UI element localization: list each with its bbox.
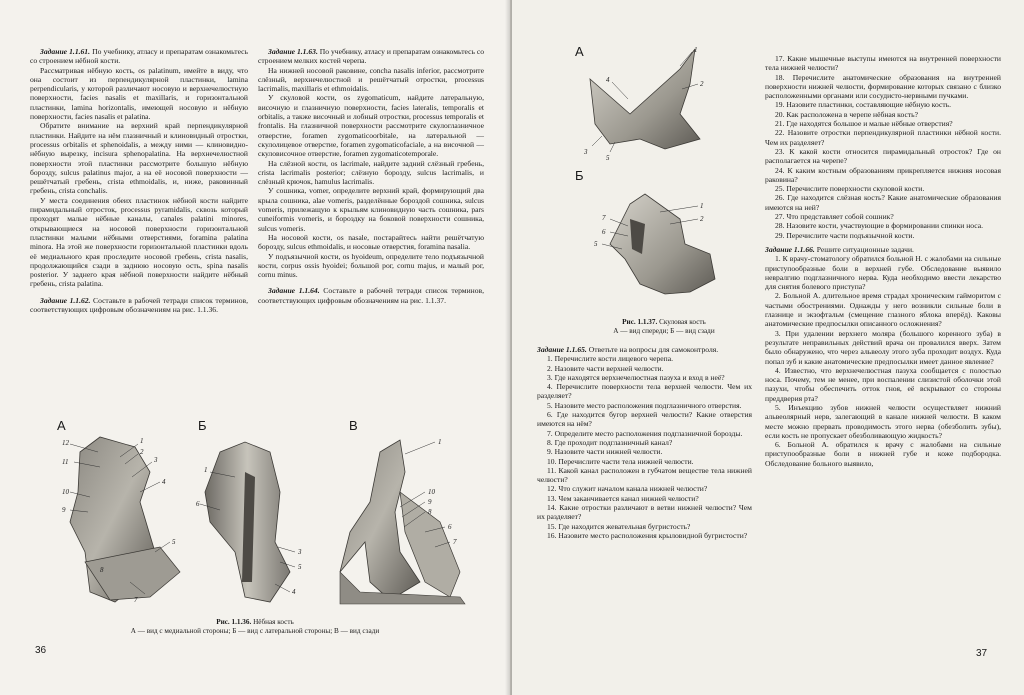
- self-check-questions-list-a: [537, 354, 752, 540]
- question-item: 9. Назовите части нижней челюсти.: [547, 447, 663, 457]
- figure-137-caption-text: А — вид спереди; Б — вид сзади: [613, 326, 715, 335]
- task-165-head: Задание 1.1.65.: [537, 345, 587, 354]
- svg-text:5: 5: [298, 563, 302, 571]
- figure-137-label-a: А: [575, 44, 584, 59]
- figure-136-caption-name: Нёбная кость: [253, 618, 294, 626]
- task-162-text: Составьте в рабочей тетради список терминов, соответствующих цифровым обозначениям на рис. 1.1.36.: [30, 295, 248, 315]
- figure-136-label-a: А: [57, 418, 66, 433]
- col2-paragraph-4: У сошника, vomer, определите верхний край, формирующий два крыла сошника, alae vomeris, разделённые бороздой сошника, sulcus vomeris, прилежащую к крыльям клиновидную часть сошника, pars cuneiformis vomeris, и бороздку на боковой поверхности сошника, sulcus vomeris.: [258, 186, 484, 233]
- question-item: 27. Что представляет собой сошник?: [775, 212, 894, 222]
- case-item: 6. Больной А. обратился к врачу с жалобами на сильные приступообразные боли в нижней губе и коже подбородка. Обследование больного выявило,: [765, 440, 1001, 468]
- col1-paragraph-3: У места соединения обеих пластинок нёбной кости найдите пирамидальный отросток, processus pyramidalis, сквозь который проходят малые нёбные каналы, canales palatini minores, открывающиеся на носовой поверхности горизонтальной пластинки малыми нёбными отверстиями, foramina palatina minora. На этой же поверхности горизонтальной пластинки вдоль её медиального края проследите носовой гребень, crista nasalis, продолжающийся сзади в заднюю носовую ость, spina nasalis posterior. У заднего края нёбной поверхности найдите нёбный гребень, crista palatina.: [30, 195, 248, 289]
- svg-text:8: 8: [428, 508, 432, 516]
- svg-text:8: 8: [100, 566, 104, 574]
- svg-text:4: 4: [606, 76, 610, 84]
- question-item: 2. Назовите части верхней челюсти.: [547, 363, 664, 373]
- svg-text:4: 4: [292, 588, 296, 596]
- svg-text:3: 3: [154, 456, 158, 464]
- case-item: 5. Инъекцию зубов нижней челюсти осуществляет нижний альвеолярный нерв, залегающий в канале нижней челюсти. В каком месте можно прервать проводимость этого нерва (обезболить зубы), если кость не пропускает обезболивающую жидкость?: [765, 402, 1001, 440]
- svg-text:2: 2: [140, 448, 144, 456]
- task-166-head: Задание 1.1.66.: [765, 244, 815, 254]
- col2-paragraph-2: У скуловой кости, os zygomaticum, найдите латеральную, височную и глазничную поверхности, facies lateralis, temporalis et orbitalis, а также височный и лобный отростки, processus temporalis et frontalis. На глазничной поверхности рассмотрите скулоглазничное отверстие, foramen zygomaticoorbitale, на латеральной — скулолицевое отверстие, foramen zygomaticofaciale, а на височной — скуловисочное отверстие, foramen zygomaticotemporale.: [258, 93, 484, 159]
- question-item: 19. Назовите пластинки, составляющие нёбную кость.: [775, 100, 952, 110]
- question-item: 16. Назовите место расположения крыловидной бугристости?: [547, 530, 748, 540]
- svg-text:1: 1: [204, 466, 208, 474]
- col2-paragraph-6: У подъязычной кости, os hyoideum, определите тело подъязычной кости, corpus ossis hyoidei; большой рог, cornu majus, и малый рог, cornu minus.: [258, 251, 484, 280]
- svg-text:2: 2: [700, 215, 704, 223]
- svg-text:12: 12: [62, 439, 69, 447]
- question-item: 18. Перечислите анатомические образования на внутренней поверхности нижней челюсти, формирование которых связано с близко расположенными органами или сосудисто-нервными пучками.: [765, 72, 1001, 101]
- right-page-number: 37: [976, 648, 988, 659]
- right-page: [512, 0, 1024, 695]
- svg-text:10: 10: [428, 488, 435, 496]
- task-162-head: Задание 1.1.62.: [40, 295, 91, 305]
- figure-137-zygomatic-bone-illustration: [570, 44, 760, 314]
- right-column-1: [537, 342, 752, 540]
- svg-text:6: 6: [602, 228, 606, 236]
- question-item: 24. К каким костным образованиям прикрепляется нижняя носовая раковина?: [765, 165, 1001, 184]
- question-item: 15. Где находится жевательная бугристость?: [547, 521, 691, 531]
- left-page-number: 36: [35, 645, 47, 656]
- figure-137-caption-title: Рис. 1.1.37.: [622, 318, 658, 326]
- self-check-questions-list-b: [765, 54, 1001, 240]
- left-page: [0, 0, 510, 695]
- figure-136-caption-text: А — вид с медиальной стороны; Б — вид с латеральной стороны; В — вид сзади: [130, 626, 380, 635]
- svg-text:1: 1: [700, 202, 704, 210]
- question-item: 22. Назовите отростки перпендикулярной пластинки нёбной кости. Чем их разделяет?: [765, 128, 1001, 147]
- question-item: 28. Назовите кости, участвующие в формировании спинки носа.: [775, 221, 984, 231]
- svg-text:1: 1: [438, 438, 442, 446]
- svg-text:5: 5: [606, 154, 610, 162]
- col1-paragraph-2: Обратите внимание на верхний край перпендикулярной пластинки. Найдите на нём глазничный и клиновидный отростки, processus orbitalis et sphenoidalis, а между ними — клиновидно-нёбную вырезку, incisura sphenopalatina. На верхнечелюстной поверхности этой пластинки рассмотрите большую нёбную борозду, sulcus palatinus major, а на её носовой поверхности — решётчатый гребень, crista ethmoidalis, и, ниже, раковинный гребень, crista conchalis.: [30, 121, 248, 196]
- question-item: 14. Какие отростки различают в ветви нижней челюсти? Чем их разделяет?: [537, 503, 752, 522]
- svg-text:5: 5: [594, 240, 598, 248]
- svg-text:3: 3: [298, 548, 302, 556]
- svg-text:11: 11: [62, 458, 69, 466]
- svg-text:9: 9: [428, 498, 432, 506]
- svg-text:9: 9: [62, 506, 66, 514]
- col2-paragraph-5: На носовой кости, os nasale, постарайтесь найти решётчатую борозду, sulcus ethmoidalis, и носовые отверстия, foramina nasalia.: [258, 232, 484, 252]
- right-column-2: [765, 54, 1001, 468]
- figure-136-label-v: В: [349, 418, 358, 433]
- figure-136-caption: [90, 618, 420, 636]
- left-column-1: [30, 44, 248, 314]
- question-item: 20. Как расположена в черепе нёбная кость?: [775, 109, 918, 119]
- task-165-text: Ответьте на вопросы для самоконтроля.: [588, 345, 719, 354]
- question-item: 3. Где находятся верхнечелюстная пазуха и вход в неё?: [547, 372, 725, 382]
- question-item: 21. Где находятся большое и малые нёбные отверстия?: [775, 119, 953, 129]
- task-164-head: Задание 1.1.64.: [268, 286, 320, 296]
- question-item: 13. Чем заканчивается канал нижней челюсти?: [547, 493, 699, 503]
- col1-paragraph-1: Рассматривая нёбную кость, os palatinum, имейте в виду, что она состоит из перпендикулярной пластинки, lamina perpendicularis, у которой различают носовую и верхнечелюстную поверхности, facies nasalis et maxillaris, и горизонтальной пластинки, lamina horizontalis, имеющей носовую и нёбную поверхности, facies nasalis et palatina.: [30, 65, 248, 122]
- col2-paragraph-1: На нижней носовой раковине, concha nasalis inferior, рассмотрите слёзный, верхнечелюстной и решётчатый отростки, processus lacrimalis, maxillaris et ethmoidalis.: [258, 65, 484, 94]
- svg-text:7: 7: [453, 538, 457, 546]
- question-item: 5. Назовите место расположения подглазничного отверстия.: [547, 400, 742, 410]
- svg-text:5: 5: [172, 538, 176, 546]
- figure-137-caption: [574, 318, 754, 336]
- left-column-2: [258, 44, 484, 305]
- question-item: 7. Определите место расположения подглазничной борозды.: [547, 428, 743, 438]
- svg-text:3: 3: [584, 148, 588, 156]
- svg-text:7: 7: [602, 214, 606, 222]
- question-item: 12. Что служит началом канала нижней челюсти?: [547, 484, 708, 494]
- svg-text:6: 6: [196, 500, 200, 508]
- task-166-text: Решите ситуационные задачи.: [816, 244, 914, 254]
- question-item: 1. Перечислите кости лицевого черепа.: [547, 354, 673, 364]
- question-item: 17. Какие мышечные выступы имеются на внутренней поверхности тела нижней челюсти?: [765, 54, 1001, 73]
- svg-text:1: 1: [694, 46, 698, 54]
- svg-text:2: 2: [700, 80, 704, 88]
- case-item: 4. Известно, что верхнечелюстная пазуха сообщается с полостью носа. Почему, тем не менее, при воспалении слизистой оболочки этой пазухи, чтобы обеспечить отток гноя, её вскрывают со стороны преддверия рта?: [765, 365, 1001, 403]
- svg-text:1: 1: [140, 437, 144, 445]
- figure-136-palatine-bone-illustration: [40, 432, 480, 612]
- case-item: 3. При удалении верхнего моляра (большого коренного зуба) в результате неправильных действий врача он провалился вверх. Затем было обнаружено, что через альвеолу этого зуба проходит воздух. Куда попал зуб и какие анатомические предпосылки имеет данное явление?: [765, 328, 1001, 366]
- case-item: 2. Больной А. длительное время страдал хроническим гайморитом с частыми обострениями. Однажды у него возникли сильные боли в глазнице и экзофтальм (смещение глазного яблока вперёд). Каковы анатомические предпосылки описанного осложнения?: [765, 291, 1001, 329]
- col2-paragraph-3: На слёзной кости, os lacrimale, найдите задний слёзный гребень, crista lacrimalis posterior; слёзную борозду, sulcus lacrimalis, и слёзный крючок, hamulus lacrimalis.: [258, 158, 484, 187]
- question-item: 11. Какой канал расположен в губчатом веществе тела нижней челюсти?: [537, 465, 752, 485]
- question-item: 23. К какой кости относится пирамидальный отросток? Где он располагается на черепе?: [765, 146, 1001, 166]
- svg-text:7: 7: [134, 596, 138, 604]
- figure-136-label-b: Б: [198, 418, 207, 433]
- svg-text:10: 10: [62, 488, 69, 496]
- figure-137-caption-name: Скуловая кость: [659, 318, 706, 326]
- question-item: 10. Перечислите части тела нижней челюсти.: [547, 456, 694, 466]
- svg-text:6: 6: [448, 523, 452, 531]
- figure-136-caption-title: Рис. 1.1.36.: [216, 618, 252, 626]
- figure-137-label-b: Б: [575, 168, 584, 183]
- task-163-text: По учебнику, атласу и препаратам ознакомьтесь со строением мелких костей черепа.: [258, 47, 485, 66]
- question-item: 8. Где проходит подглазничный канал?: [547, 437, 673, 447]
- question-item: 26. Где находится слёзная кость? Какие анатомические образования имеются на ней?: [765, 193, 1001, 212]
- question-item: 4. Перечислите поверхности тела верхней челюсти. Чем их разделяет?: [537, 382, 752, 401]
- task-164-text: Составьте в рабочей тетради список терминов, соответствующих цифровым обозначениям на рис. 1.1.37.: [258, 286, 484, 305]
- svg-text:4: 4: [162, 478, 166, 486]
- question-item: 25. Перечислите поверхности скуловой кости.: [775, 184, 925, 194]
- case-item: 1. К врачу-стоматологу обратился больной Н. с жалобами на сильные приступообразные боли в верхней губе. Обследование выявило невралгию подглазничного нерва. Куда необходимо ввести лекарство для снятия болевого приступа?: [765, 254, 1001, 292]
- task-161-head: Задание 1.1.61.: [40, 47, 91, 56]
- task-161-text: По учебнику, атласу и препаратам ознакомьтесь со строением нёбной кости.: [30, 47, 248, 66]
- task-163-head: Задание 1.1.63.: [268, 47, 318, 56]
- question-item: 29. Перечислите части подъязычной кости.: [775, 230, 915, 240]
- question-item: 6. Где находится бугор верхней челюсти? Какие отверстия имеются на нём?: [537, 410, 752, 429]
